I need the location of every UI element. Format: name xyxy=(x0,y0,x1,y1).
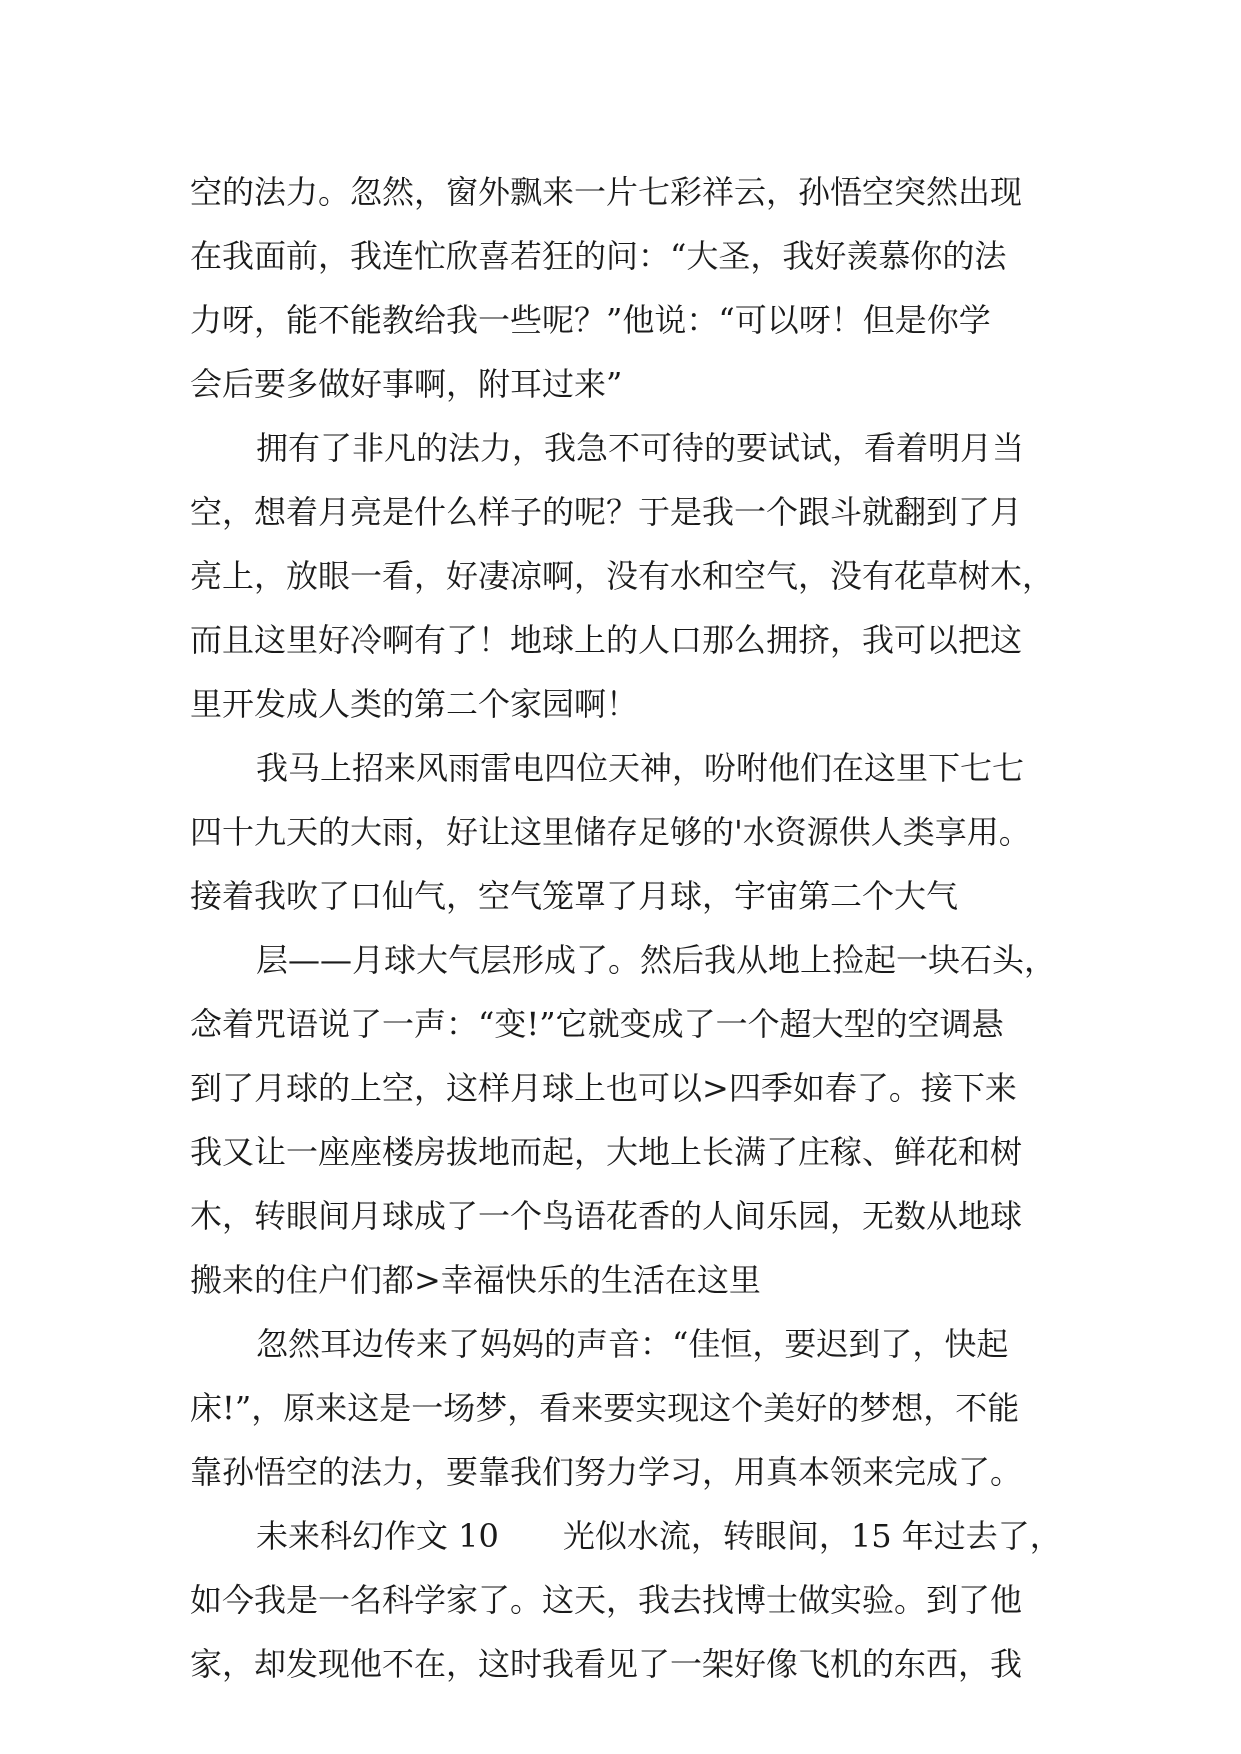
text-line: 层——月球大气层形成了。然后我从地上捡起一块石头， xyxy=(256,941,1057,979)
text-line: 亮上，放眼一看，好凄凉啊，没有水和空气，没有花草树木， xyxy=(190,557,1055,595)
text-line: 我又让一座座楼房拔地而起，大地上长满了庄稼、鲜花和树 xyxy=(190,1133,1023,1171)
text-line: 念着咒语说了一声：“变!”它就变成了一个超大型的空调悬 xyxy=(190,1005,1004,1043)
text-line: 到了月球的上空，这样月球上也可以>四季如春了。接下来 xyxy=(190,1069,1017,1107)
text-line: 我马上招来风雨雷电四位天神，吩咐他们在这里下七七 xyxy=(256,749,1025,787)
text-line: 接着我吹了口仙气，空气笼罩了月球，宇宙第二个大气 xyxy=(190,877,959,915)
text-line: 四十九天的大雨，好让这里储存足够的'水资源供人类享用。 xyxy=(190,813,1031,851)
text-line: 搬来的住户们都>幸福快乐的生活在这里 xyxy=(190,1261,761,1299)
text-line: 力呀，能不能教给我一些呢？”他说：“可以呀！但是你学 xyxy=(190,301,991,339)
text-line: 在我面前，我连忙欣喜若狂的问：“大圣，我好羡慕你的法 xyxy=(190,237,1007,275)
text-line: 空的法力。忽然，窗外飘来一片七彩祥云，孙悟空突然出现 xyxy=(190,173,1023,211)
text-line: 家，却发现他不在，这时我看见了一架好像飞机的东西，我 xyxy=(190,1645,1023,1683)
text-line: 如今我是一名科学家了。这天，我去找博士做实验。到了他 xyxy=(190,1581,1023,1619)
text-line: 空，想着月亮是什么样子的呢？于是我一个跟斗就翻到了月 xyxy=(190,493,1023,531)
text-line: 而且这里好冷啊有了！地球上的人口那么拥挤，我可以把这 xyxy=(190,621,1023,659)
essay-text xyxy=(190,160,1070,1696)
text-line: 里开发成人类的第二个家园啊！ xyxy=(190,685,639,723)
text-line: 忽然耳边传来了妈妈的声音：“佳恒，要迟到了，快起 xyxy=(256,1325,1009,1363)
text-line: 未来科幻作文 10 光似水流，转眼间，15 年过去了， xyxy=(256,1517,1062,1555)
text-line: 木，转眼间月球成了一个鸟语花香的人间乐园，无数从地球 xyxy=(190,1197,1023,1235)
text-line: 会后要多做好事啊，附耳过来” xyxy=(190,365,623,403)
text-line: 拥有了非凡的法力，我急不可待的要试试，看着明月当 xyxy=(256,429,1025,467)
text-line: 靠孙悟空的法力，要靠我们努力学习，用真本领来完成了。 xyxy=(190,1453,1023,1491)
text-line: 床!”，原来这是一场梦，看来要实现这个美好的梦想，不能 xyxy=(190,1389,1020,1427)
